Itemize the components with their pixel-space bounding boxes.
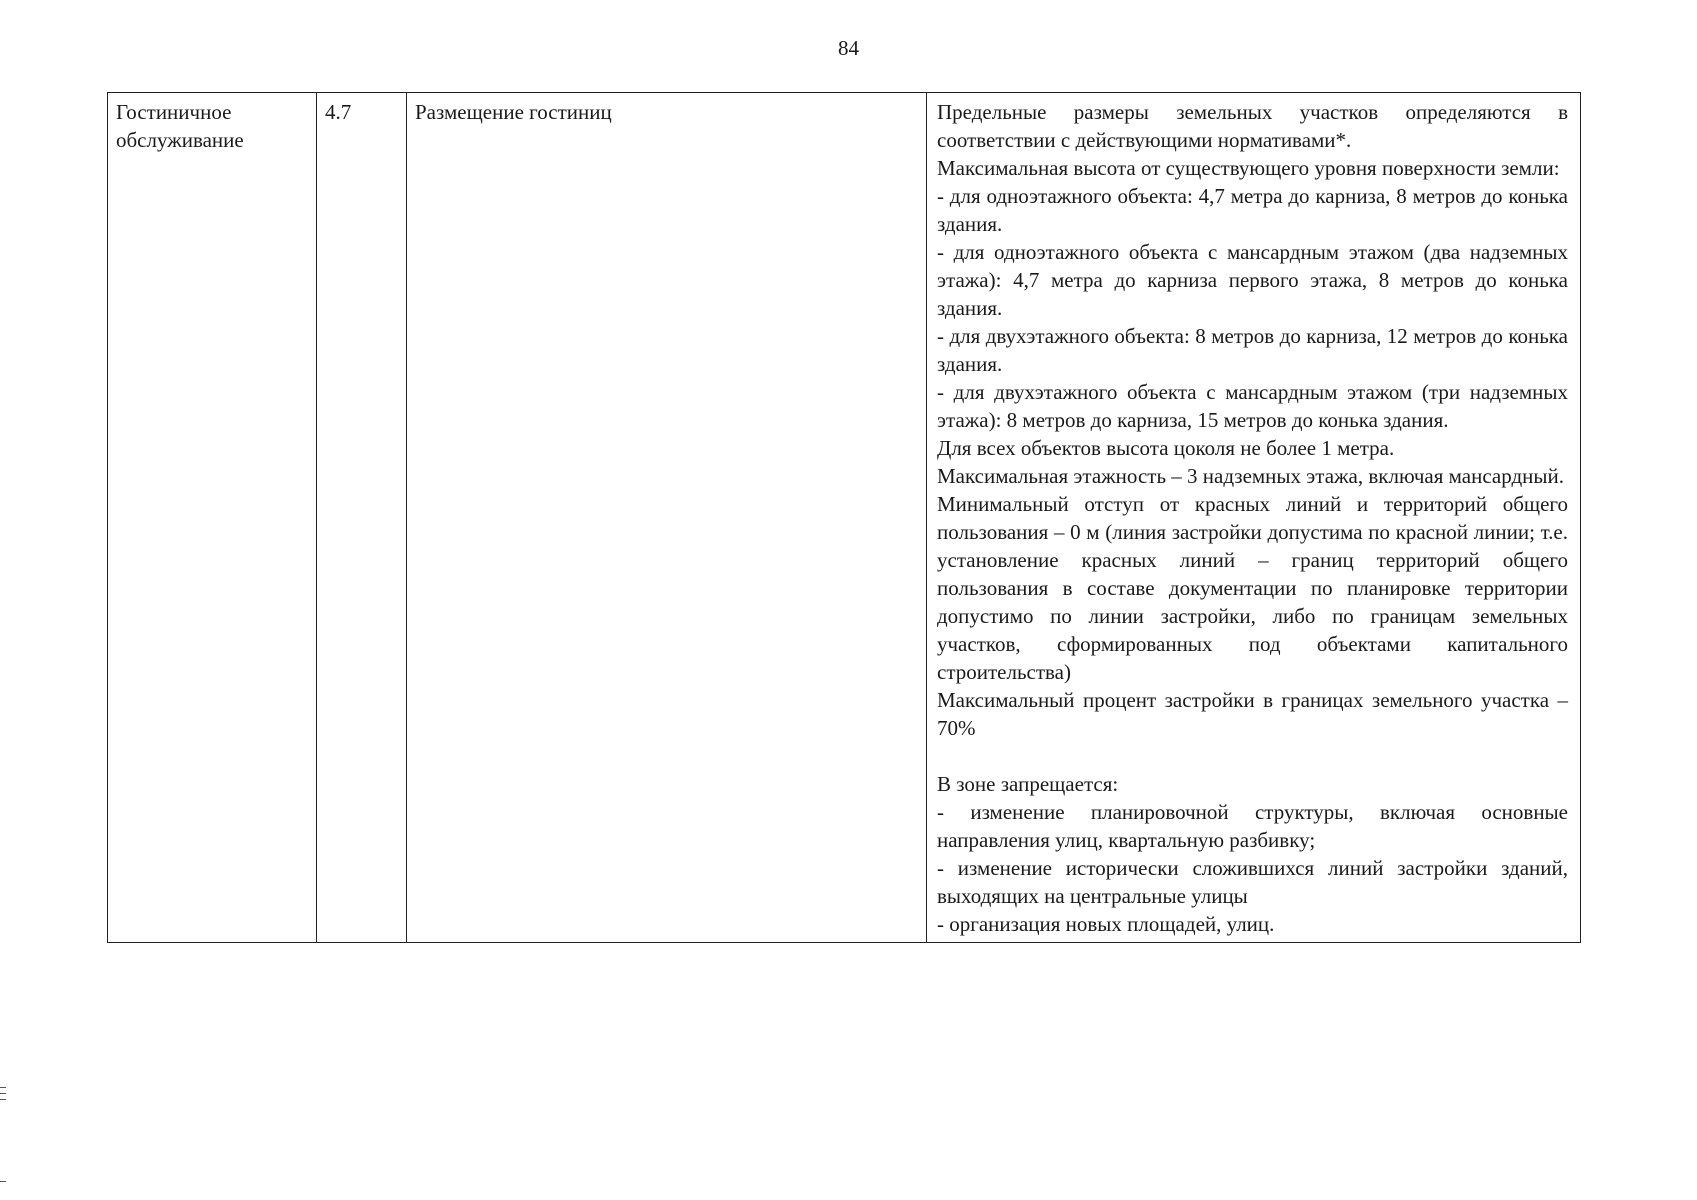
restriction-line: - для одноэтажного объекта: 4,7 метра до карниза, 8 метров до конька здания. (937, 184, 1568, 236)
scan-margin-mark (0, 1099, 6, 1100)
regulations-table (107, 92, 1581, 943)
cell-restrictions (927, 93, 1581, 943)
prohibitions-title: В зоне запрещается: (937, 772, 1119, 796)
code-text: 4.7 (325, 100, 352, 124)
description-text: Размещение гостиниц (415, 100, 612, 124)
restriction-line: Максимальная этажность – 3 надземных этажа, включая мансардный. (937, 464, 1564, 488)
restriction-line: Для всех объектов высота цоколя не более 1 метра. (937, 436, 1395, 460)
prohibition-line: - организация новых площадей, улиц. (937, 912, 1275, 936)
page-number: 84 (838, 36, 859, 60)
scan-margin-mark (0, 1087, 6, 1088)
restriction-line: - для одноэтажного объекта с мансардным этажом (два надземных этажа): 4,7 метра до карниза первого этажа, 8 метров до конька здания. (937, 240, 1568, 320)
cell-description (407, 93, 927, 943)
scan-margin-mark (0, 1181, 6, 1182)
restriction-line: - для двухэтажного объекта: 8 метров до карниза, 12 метров до конька здания. (937, 324, 1568, 376)
scan-margin-mark (0, 1093, 6, 1094)
cell-code (317, 93, 407, 943)
restriction-line: Предельные размеры земельных участков определяются в соответствии с действующими нормативами*. (937, 100, 1568, 152)
spacer (937, 742, 1568, 770)
table-row (108, 93, 1581, 943)
cell-use-type (108, 93, 317, 943)
restriction-line: Максимальная высота от существующего уровня поверхности земли: (937, 156, 1560, 180)
prohibition-line: - изменение планировочной структуры, включая основные направления улиц, квартальную разбивку; (937, 800, 1568, 852)
prohibition-line: - изменение исторически сложившихся линий застройки зданий, выходящих на центральные улицы (937, 856, 1568, 908)
use-type-text: Гостиничное обслуживание (116, 100, 244, 152)
restriction-line: Минимальный отступ от красных линий и территорий общего пользования – 0 м (линия застройки допустима по красной линии; т.е. установление красных линий – границ территорий общего пользования в составе документации по планировке территории допустимо по линии застройки, либо по границам земельных участков, сформированных под объектами капитального строительства) (937, 492, 1568, 684)
restriction-line: Максимальный процент застройки в границах земельного участка – 70% (937, 688, 1568, 740)
restriction-line: - для двухэтажного объекта с мансардным этажом (три надземных этажа): 8 метров до карниза, 15 метров до конька здания. (937, 380, 1568, 432)
